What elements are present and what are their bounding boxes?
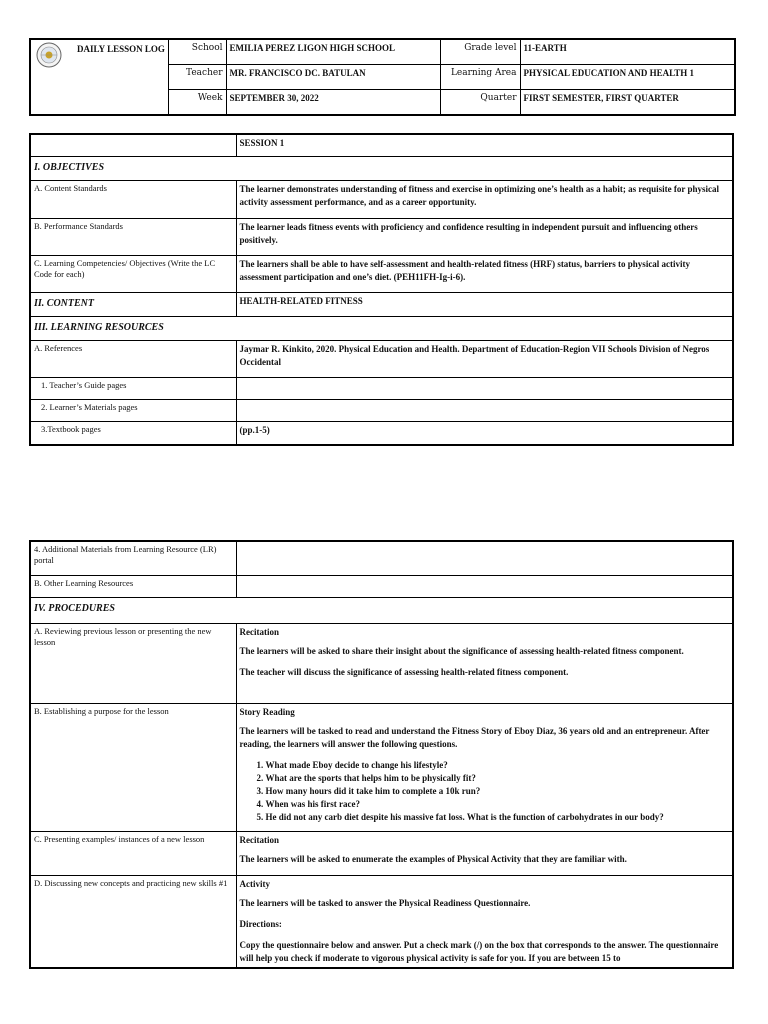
other-resources-label: B. Other Learning Resources [30,575,236,597]
procedure-a-value [236,623,733,703]
learning-competencies-label: C. Learning Competencies/ Objectives (Write the LC Code for each) [30,255,236,292]
content-value: HEALTH-RELATED FITNESS [236,292,733,316]
lesson-table-1 [29,133,734,446]
blank-cell [30,134,236,156]
list-item: 2. What are the sports that helps him to be physically fit? [266,772,730,785]
procedure-b-value [236,703,733,831]
procedure-c-heading: Recitation [239,834,279,845]
procedure-a-heading: Recitation [239,626,279,637]
procedure-c-value [236,831,733,875]
performance-standards-label: B. Performance Standards [30,218,236,255]
quarter-value: FIRST SEMESTER, FIRST QUARTER [520,90,735,116]
grade-label: Grade level [440,39,520,65]
references-label: A. References [30,340,236,377]
textbook-value: (pp.1-5) [236,421,733,445]
learners-materials-value [236,399,733,421]
procedure-d-text-3: Copy the questionnaire below and answer. Put a check mark (/) on the box that corresponds to the answer. The questionnaire will help you check if moderate to vigorous physical activity is safe for you. If you are between 15 to [239,939,719,963]
learners-materials-label: 2. Learner’s Materials pages [30,399,236,421]
content-standards-label: A. Content Standards [30,180,236,218]
procedure-d-value [236,875,733,968]
teachers-guide-label: 1. Teacher’s Guide pages [30,377,236,399]
additional-materials-label: 4. Additional Materials from Learning Resource (LR) portal [30,541,236,575]
school-value: EMILIA PEREZ LIGON HIGH SCHOOL [226,39,440,65]
deped-seal-icon [36,42,62,68]
procedure-a-text-2: The teacher will discuss the significance of assessing health-related fitness component. [239,666,569,677]
week-label: Week [168,90,226,116]
learning-competencies-value: The learners shall be able to have self-assessment and health-related fitness (HRF) status, barriers to physical activity assessment participation and one’s diet. (PEH11FH-Ig-i-6). [236,255,733,292]
lesson-table-2 [29,540,734,969]
area-value: PHYSICAL EDUCATION AND HEALTH 1 [520,65,735,90]
header-table [29,38,736,116]
resources-heading: III. LEARNING RESOURCES [30,316,733,340]
week-value: SEPTEMBER 30, 2022 [226,90,440,116]
teachers-guide-value [236,377,733,399]
teacher-label: Teacher [168,65,226,90]
performance-standards-value: The learner leads fitness events with proficiency and confidence resulting in independent pursuit and influencing others positively. [236,218,733,255]
procedure-d-label: D. Discussing new concepts and practicing new skills #1 [30,875,236,968]
list-item: 3. How many hours did it take him to complete a 10k run? [266,785,730,798]
procedure-a-text-1: The learners will be asked to share their insight about the significance of assessing health-related fitness component. [239,645,684,656]
procedure-d-text-1: The learners will be tasked to answer the Physical Readiness Questionnaire. [239,897,531,908]
content-standards-value: The learner demonstrates understanding of fitness and exercise in optimizing one’s health as a habit; as requisite for physical activity assessment performance, and as a career opportunity. [236,180,733,218]
teacher-value: MR. FRANCISCO DC. BATULAN [226,65,440,90]
list-item: 5. He did not any carb diet despite his massive fat loss. What is the function of carbohydrates in our body? [266,811,730,824]
procedure-d-heading: Activity [239,878,270,889]
procedure-c-text-1: The learners will be asked to enumerate the examples of Physical Activity that they are familiar with. [239,853,627,864]
procedure-a-label: A. Reviewing previous lesson or presenting the new lesson [30,623,236,703]
school-label: School [168,39,226,65]
objectives-heading: I. OBJECTIVES [30,156,733,180]
procedure-b-label: B. Establishing a purpose for the lesson [30,703,236,831]
procedures-heading: IV. PROCEDURES [30,597,733,623]
session-header: SESSION 1 [236,134,733,156]
quarter-label: Quarter [440,90,520,116]
procedure-b-text-1: The learners will be tasked to read and understand the Fitness Story of Eboy Diaz, 36 years old and an entrepreneur. After reading, the learners will answer the following questions. [239,725,710,749]
list-item: 1. What made Eboy decide to change his lifestyle? [266,759,730,772]
grade-value: 11-EARTH [520,39,735,65]
textbook-label: 3.Textbook pages [30,421,236,445]
logo-cell [30,39,168,115]
procedure-c-label: C. Presenting examples/ instances of a new lesson [30,831,236,875]
dll-title: DAILY LESSON LOG [77,44,165,54]
additional-materials-value [236,541,733,575]
procedure-d-text-2: Directions: [239,918,282,929]
area-label: Learning Area [440,65,520,90]
content-heading: II. CONTENT [30,292,236,316]
references-value: Jaymar R. Kinkito, 2020. Physical Education and Health. Department of Education-Region VII Schools Division of Negros Occidental [236,340,733,377]
list-item: 4. When was his first race? [266,798,730,811]
procedure-b-heading: Story Reading [239,706,295,717]
question-list [240,759,730,824]
other-resources-value [236,575,733,597]
